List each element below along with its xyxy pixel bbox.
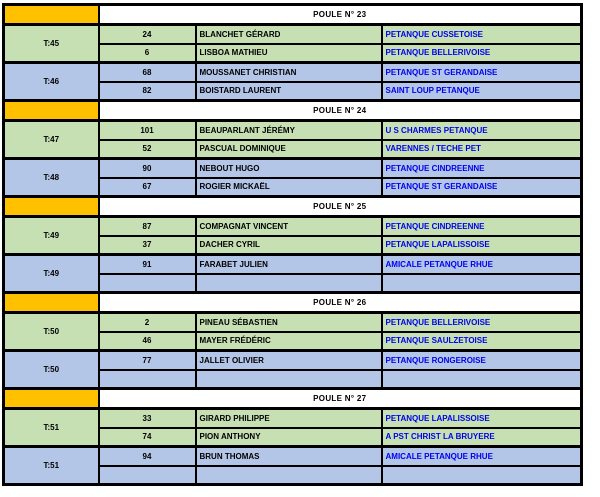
player-number-cell: 37 bbox=[99, 236, 196, 255]
player-number-cell: 2 bbox=[99, 313, 196, 332]
player-name-cell: COMPAGNAT VINCENT bbox=[196, 217, 382, 236]
player-number-cell: 101 bbox=[99, 121, 196, 140]
club-name-cell: PETANQUE CUSSETOISE bbox=[382, 25, 582, 44]
player-row bbox=[4, 313, 582, 332]
time-slot-cell: T:49 bbox=[4, 217, 99, 255]
player-row bbox=[4, 255, 582, 274]
poule-title: POULE N° 26 bbox=[99, 293, 582, 313]
poule-header-row bbox=[4, 389, 582, 409]
player-number-cell: 94 bbox=[99, 447, 196, 466]
player-name-cell: BEAUPARLANT JÉRÉMY bbox=[196, 121, 382, 140]
player-name-cell: BLANCHET GÉRARD bbox=[196, 25, 382, 44]
player-name-cell bbox=[196, 274, 382, 293]
player-name-cell bbox=[196, 466, 382, 485]
poule-title: POULE N° 24 bbox=[99, 101, 582, 121]
player-number-cell: 6 bbox=[99, 44, 196, 63]
player-name-cell: PINEAU SÉBASTIEN bbox=[196, 313, 382, 332]
club-name-cell: PETANQUE BELLERIVOISE bbox=[382, 313, 582, 332]
player-number-cell: 74 bbox=[99, 428, 196, 447]
orange-spacer-cell bbox=[4, 101, 99, 121]
club-name-cell: U S CHARMES PETANQUE bbox=[382, 121, 582, 140]
player-number-cell: 46 bbox=[99, 332, 196, 351]
poule-header-row bbox=[4, 101, 582, 121]
time-slot-cell: T:49 bbox=[4, 255, 99, 293]
club-name-cell: SAINT LOUP PETANQUE bbox=[382, 82, 582, 101]
player-name-cell: ROGIER MICKAËL bbox=[196, 178, 382, 197]
player-name-cell: LISBOA MATHIEU bbox=[196, 44, 382, 63]
player-name-cell: FARABET JULIEN bbox=[196, 255, 382, 274]
time-slot-cell: T:51 bbox=[4, 409, 99, 447]
poule-header-row bbox=[4, 293, 582, 313]
club-name-cell: PETANQUE BELLERIVOISE bbox=[382, 44, 582, 63]
player-number-cell: 91 bbox=[99, 255, 196, 274]
time-slot-cell: T:50 bbox=[4, 351, 99, 389]
time-slot-cell: T:51 bbox=[4, 447, 99, 485]
poules-schedule-body bbox=[4, 5, 582, 485]
player-name-cell: PION ANTHONY bbox=[196, 428, 382, 447]
orange-spacer-cell bbox=[4, 389, 99, 409]
club-name-cell: VARENNES / TECHE PET bbox=[382, 140, 582, 159]
time-slot-cell: T:50 bbox=[4, 313, 99, 351]
player-name-cell: NEBOUT HUGO bbox=[196, 159, 382, 178]
poule-title: POULE N° 27 bbox=[99, 389, 582, 409]
player-number-cell: 24 bbox=[99, 25, 196, 44]
club-name-cell: PETANQUE LAPALISSOISE bbox=[382, 409, 582, 428]
player-number-cell: 77 bbox=[99, 351, 196, 370]
player-number-cell bbox=[99, 274, 196, 293]
club-name-cell: AMICALE PETANQUE RHUE bbox=[382, 447, 582, 466]
player-number-cell bbox=[99, 370, 196, 389]
club-name-cell: PETANQUE ST GERANDAISE bbox=[382, 178, 582, 197]
club-name-cell bbox=[382, 274, 582, 293]
club-name-cell: PETANQUE CINDREENNE bbox=[382, 217, 582, 236]
player-row bbox=[4, 217, 582, 236]
player-row bbox=[4, 25, 582, 44]
player-number-cell: 33 bbox=[99, 409, 196, 428]
player-number-cell: 52 bbox=[99, 140, 196, 159]
player-row bbox=[4, 409, 582, 428]
player-name-cell: JALLET OLIVIER bbox=[196, 351, 382, 370]
orange-spacer-cell bbox=[4, 293, 99, 313]
player-number-cell: 90 bbox=[99, 159, 196, 178]
player-name-cell: GIRARD PHILIPPE bbox=[196, 409, 382, 428]
poule-header-row bbox=[4, 197, 582, 217]
club-name-cell: PETANQUE SAULZETOISE bbox=[382, 332, 582, 351]
player-name-cell: PASCUAL DOMINIQUE bbox=[196, 140, 382, 159]
club-name-cell: PETANQUE ST GERANDAISE bbox=[382, 63, 582, 82]
player-row bbox=[4, 63, 582, 82]
time-slot-cell: T:47 bbox=[4, 121, 99, 159]
player-name-cell: MOUSSANET CHRISTIAN bbox=[196, 63, 382, 82]
player-number-cell: 68 bbox=[99, 63, 196, 82]
player-row bbox=[4, 351, 582, 370]
poule-title: POULE N° 23 bbox=[99, 5, 582, 25]
club-name-cell: A PST CHRIST LA BRUYERE bbox=[382, 428, 582, 447]
player-row bbox=[4, 121, 582, 140]
club-name-cell bbox=[382, 466, 582, 485]
poule-header-row bbox=[4, 5, 582, 25]
player-number-cell: 67 bbox=[99, 178, 196, 197]
player-name-cell: BOISTARD LAURENT bbox=[196, 82, 382, 101]
player-number-cell: 87 bbox=[99, 217, 196, 236]
player-number-cell: 82 bbox=[99, 82, 196, 101]
player-name-cell bbox=[196, 370, 382, 389]
poules-schedule-table bbox=[2, 3, 583, 486]
club-name-cell bbox=[382, 370, 582, 389]
player-name-cell: MAYER FRÉDÉRIC bbox=[196, 332, 382, 351]
poule-title: POULE N° 25 bbox=[99, 197, 582, 217]
player-name-cell: DACHER CYRIL bbox=[196, 236, 382, 255]
club-name-cell: AMICALE PETANQUE RHUE bbox=[382, 255, 582, 274]
club-name-cell: PETANQUE CINDREENNE bbox=[382, 159, 582, 178]
player-row bbox=[4, 447, 582, 466]
orange-spacer-cell bbox=[4, 5, 99, 25]
player-name-cell: BRUN THOMAS bbox=[196, 447, 382, 466]
player-number-cell bbox=[99, 466, 196, 485]
time-slot-cell: T:48 bbox=[4, 159, 99, 197]
club-name-cell: PETANQUE RONGEROISE bbox=[382, 351, 582, 370]
time-slot-cell: T:45 bbox=[4, 25, 99, 63]
orange-spacer-cell bbox=[4, 197, 99, 217]
time-slot-cell: T:46 bbox=[4, 63, 99, 101]
player-row bbox=[4, 159, 582, 178]
club-name-cell: PETANQUE LAPALISSOISE bbox=[382, 236, 582, 255]
